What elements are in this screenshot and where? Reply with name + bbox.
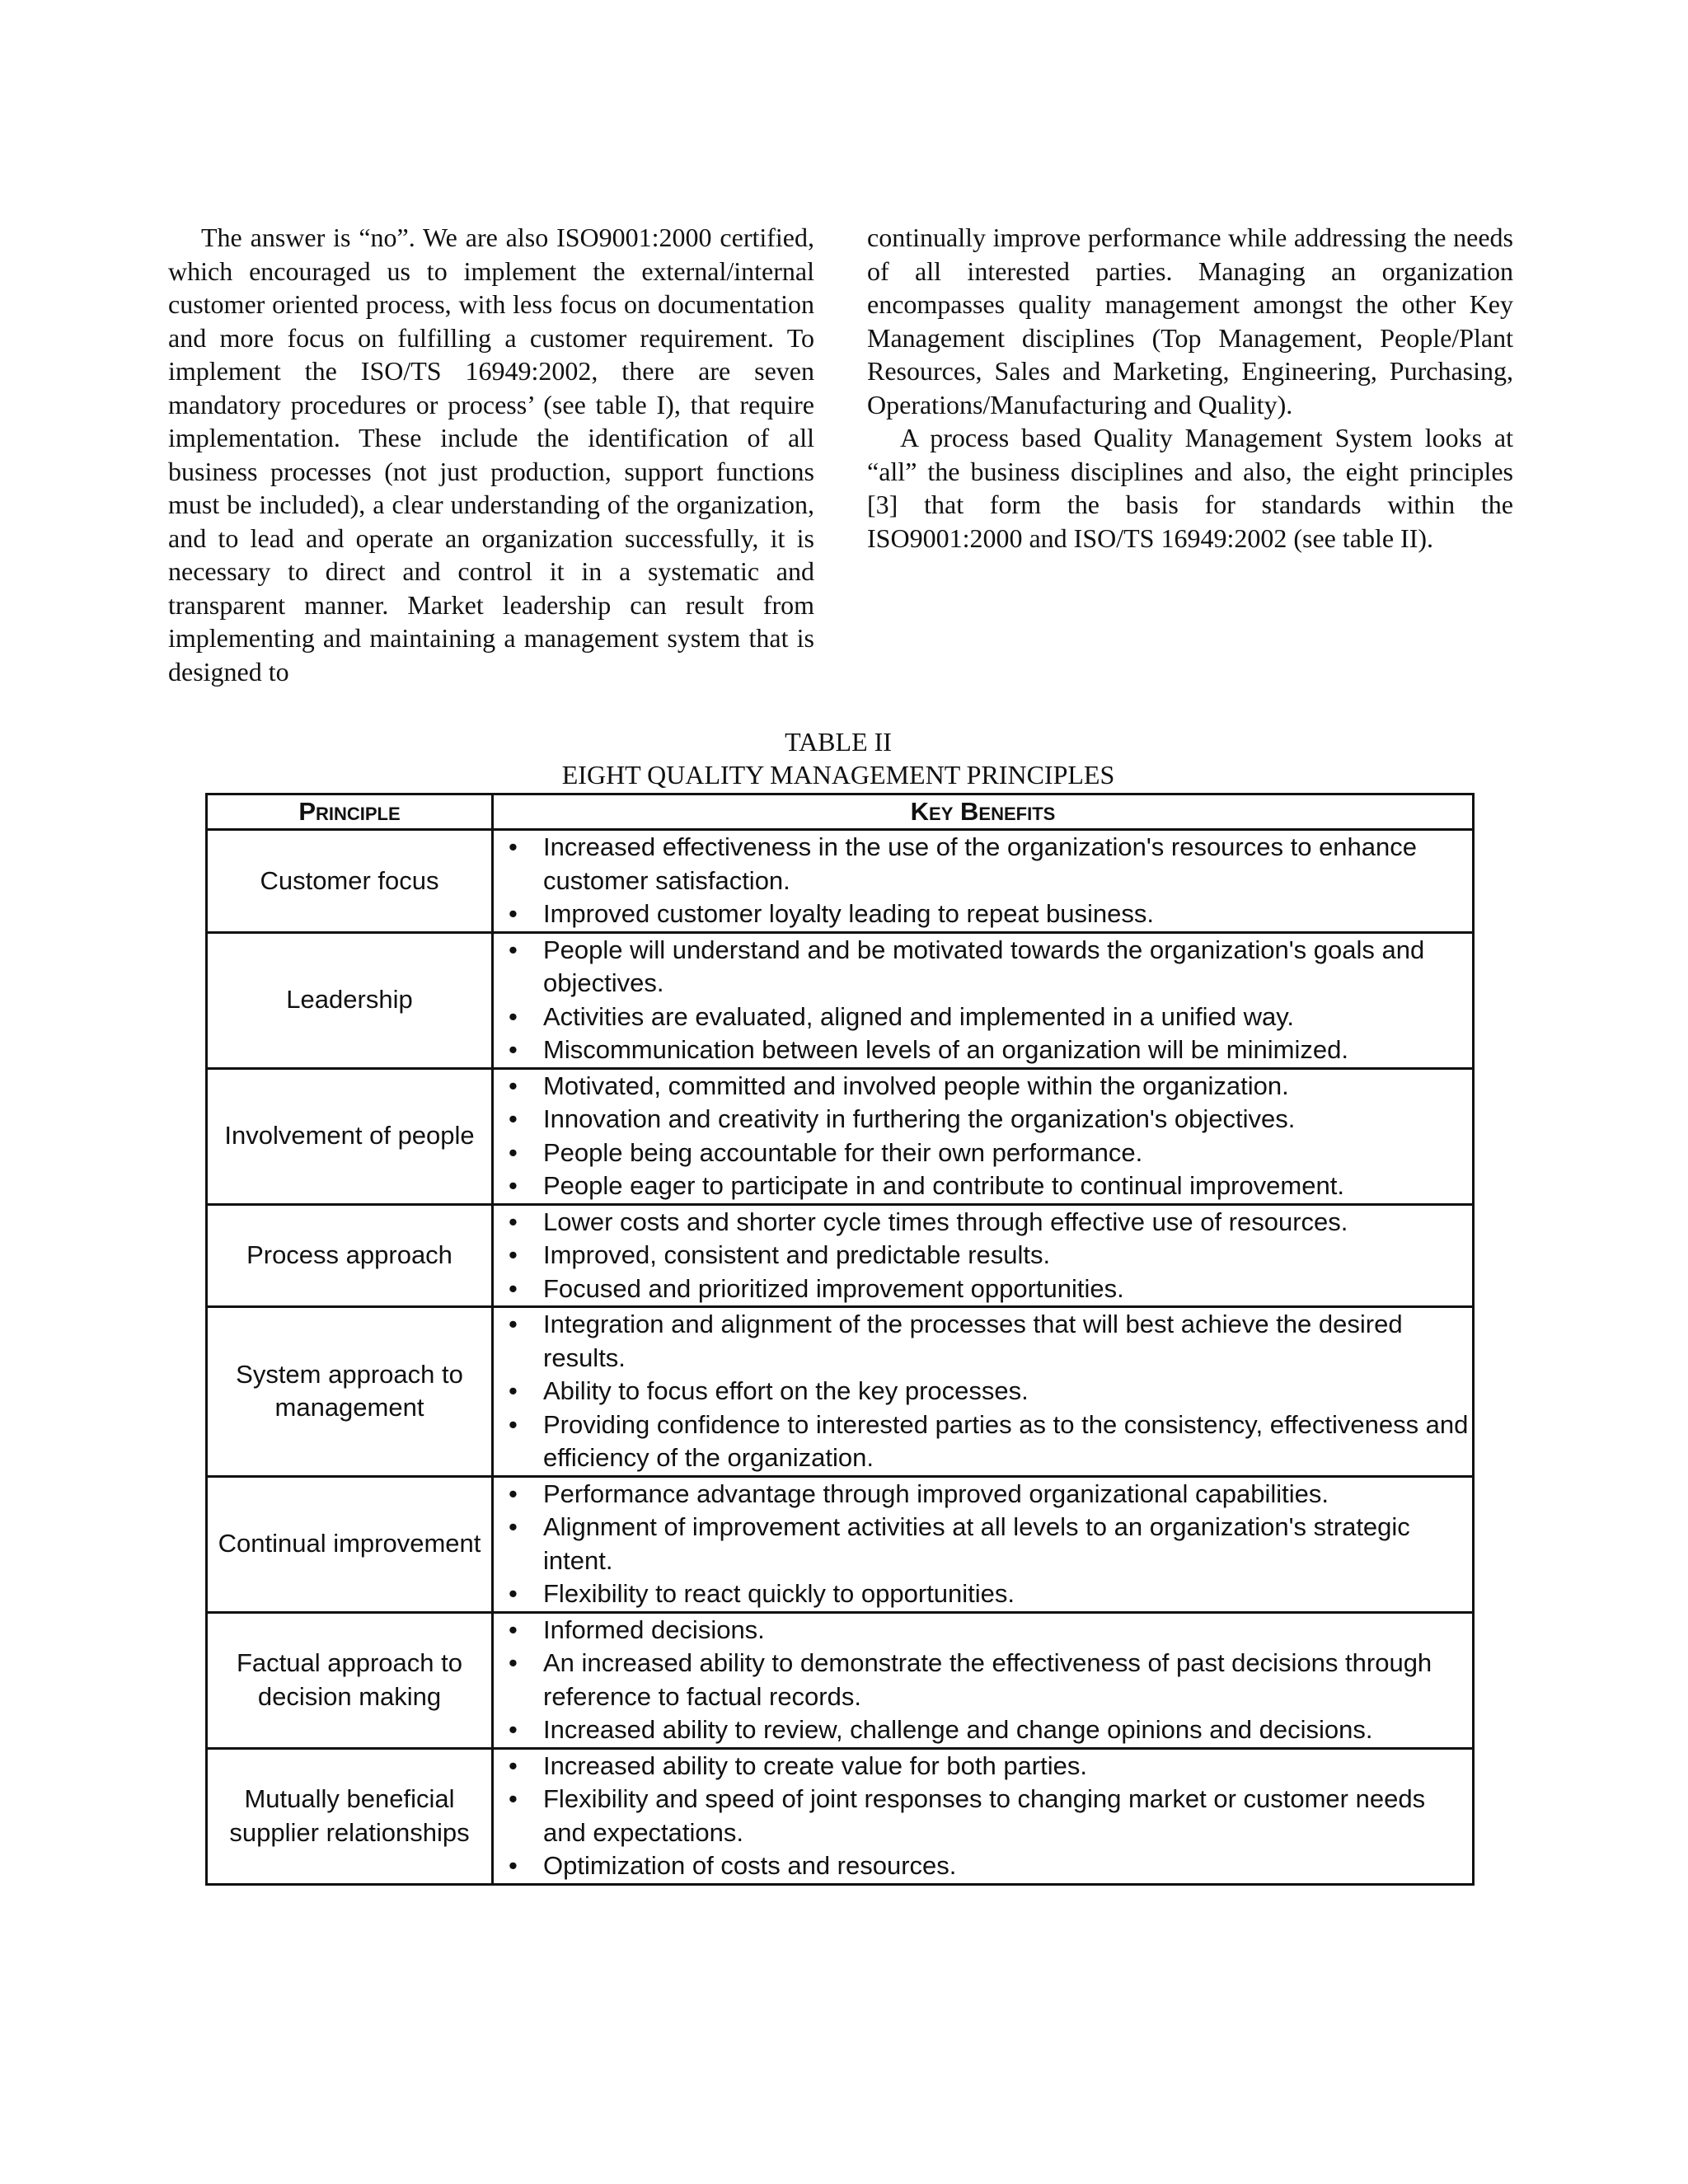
benefit-item: • Lower costs and shorter cycle times through effective use of resources.: [494, 1206, 1472, 1240]
principle-cell: Factual approach to decision making: [207, 1612, 493, 1748]
benefit-item: • Increased ability to create value for both parties.: [494, 1750, 1472, 1783]
header-principle: Principle: [207, 794, 493, 830]
benefit-item: • Integration and alignment of the processes that will best achieve the desired results.: [494, 1308, 1472, 1375]
table-body: [207, 830, 1474, 1885]
benefits-cell: [493, 1476, 1474, 1612]
principle-cell: System approach to management: [207, 1307, 493, 1477]
table-row: [207, 1612, 1474, 1748]
table-row: [207, 1748, 1474, 1884]
table-caption: [206, 725, 1470, 791]
left-text-column: [168, 221, 814, 688]
benefit-item: • Increased effectiveness in the use of the organization's resources to enhance customer satisfaction.: [494, 831, 1472, 898]
benefit-list: [494, 831, 1472, 931]
benefit-item: • Flexibility to react quickly to opportunities.: [494, 1577, 1472, 1611]
body-paragraph: The answer is “no”. We are also ISO9001:2000 certified, which encouraged us to implement the external/internal customer oriented process, with less focus on documentation and more focus on fulfilling a customer requirement. To implement the ISO/TS 16949:2002, there are seven mandatory procedures or process’ (see table I), that require implementation. These include the identification of all business processes (not just production, support functions must be included), a clear understanding of the organization, and to lead and operate an organization successfully, it is necessary to direct and control it in a systematic and transparent manner. Market leadership can result from implementing and maintaining a management system that is designed to: [168, 223, 814, 687]
benefit-item: • Optimization of costs and resources.: [494, 1849, 1472, 1883]
benefits-cell: [493, 1204, 1474, 1307]
benefits-cell: [493, 932, 1474, 1068]
principle-cell: Continual improvement: [207, 1476, 493, 1612]
table-row: [207, 1204, 1474, 1307]
principle-cell: Leadership: [207, 932, 493, 1068]
benefit-list: [494, 1070, 1472, 1203]
benefit-item: • Miscommunication between levels of an organization will be minimized.: [494, 1033, 1472, 1067]
benefit-list: [494, 1614, 1472, 1747]
benefits-cell: [493, 1068, 1474, 1204]
benefit-item: • Alignment of improvement activities at all levels to an organization's strategic intent.: [494, 1511, 1472, 1577]
benefit-item: • People being accountable for their own performance.: [494, 1137, 1472, 1170]
benefit-item: • An increased ability to demonstrate the effectiveness of past decisions through reference to factual records.: [494, 1647, 1472, 1713]
benefit-item: • People eager to participate in and contribute to continual improvement.: [494, 1169, 1472, 1203]
table-row: [207, 1068, 1474, 1204]
principle-cell: Process approach: [207, 1204, 493, 1307]
table-row: [207, 932, 1474, 1068]
benefit-item: • Innovation and creativity in furthering the organization's objectives.: [494, 1103, 1472, 1137]
right-text-column: [867, 221, 1513, 555]
principle-cell: Mutually beneficial supplier relationships: [207, 1748, 493, 1884]
benefit-list: [494, 1308, 1472, 1475]
benefits-cell: [493, 1307, 1474, 1477]
table-label: TABLE II: [785, 727, 892, 757]
table-title: EIGHT QUALITY MANAGEMENT PRINCIPLES: [561, 760, 1115, 790]
benefit-item: • Ability to focus effort on the key processes.: [494, 1375, 1472, 1408]
benefit-list: [494, 934, 1472, 1067]
benefit-list: [494, 1750, 1472, 1883]
benefits-cell: [493, 1612, 1474, 1748]
principle-cell: Customer focus: [207, 830, 493, 933]
principle-cell: Involvement of people: [207, 1068, 493, 1204]
benefit-list: [494, 1478, 1472, 1611]
benefit-item: • Flexibility and speed of joint responses to changing market or customer needs and expectations.: [494, 1783, 1472, 1849]
benefit-item: • Increased ability to review, challenge and change opinions and decisions.: [494, 1713, 1472, 1747]
header-key-benefits: Key Benefits: [493, 794, 1474, 830]
table-header-row: [207, 794, 1474, 830]
benefit-item: • Providing confidence to interested parties as to the consistency, effectiveness and efficiency of the organization.: [494, 1408, 1472, 1475]
table-row: [207, 1307, 1474, 1477]
benefit-item: • Improved, consistent and predictable results.: [494, 1239, 1472, 1272]
benefits-cell: [493, 830, 1474, 933]
benefit-item: • People will understand and be motivated towards the organization's goals and objectives.: [494, 934, 1472, 1001]
benefit-item: • Improved customer loyalty leading to repeat business.: [494, 898, 1472, 931]
benefit-item: • Activities are evaluated, aligned and implemented in a unified way.: [494, 1001, 1472, 1034]
table-row: [207, 830, 1474, 933]
body-paragraph: A process based Quality Management System looks at “all” the business disciplines and also, the eight principles [3] that form the basis for standards within the ISO9001:2000 and ISO/TS 16949:2002 (see table II).: [867, 423, 1513, 553]
benefit-item: • Performance advantage through improved organizational capabilities.: [494, 1478, 1472, 1511]
table-row: [207, 1476, 1474, 1612]
benefit-item: • Informed decisions.: [494, 1614, 1472, 1647]
benefit-item: • Motivated, committed and involved people within the organization.: [494, 1070, 1472, 1104]
benefit-list: [494, 1206, 1472, 1306]
body-paragraph: continually improve performance while addressing the needs of all interested parties. Managing an organization encompasses quality management amongst the other Key Management disciplines (Top Management, People/Plant Resources, Sales and Marketing, Engineering, Purchasing, Operations/Manufacturing and Quality).: [867, 223, 1513, 419]
principles-table: [205, 793, 1475, 1886]
benefits-cell: [493, 1748, 1474, 1884]
benefit-item: • Focused and prioritized improvement opportunities.: [494, 1272, 1472, 1306]
